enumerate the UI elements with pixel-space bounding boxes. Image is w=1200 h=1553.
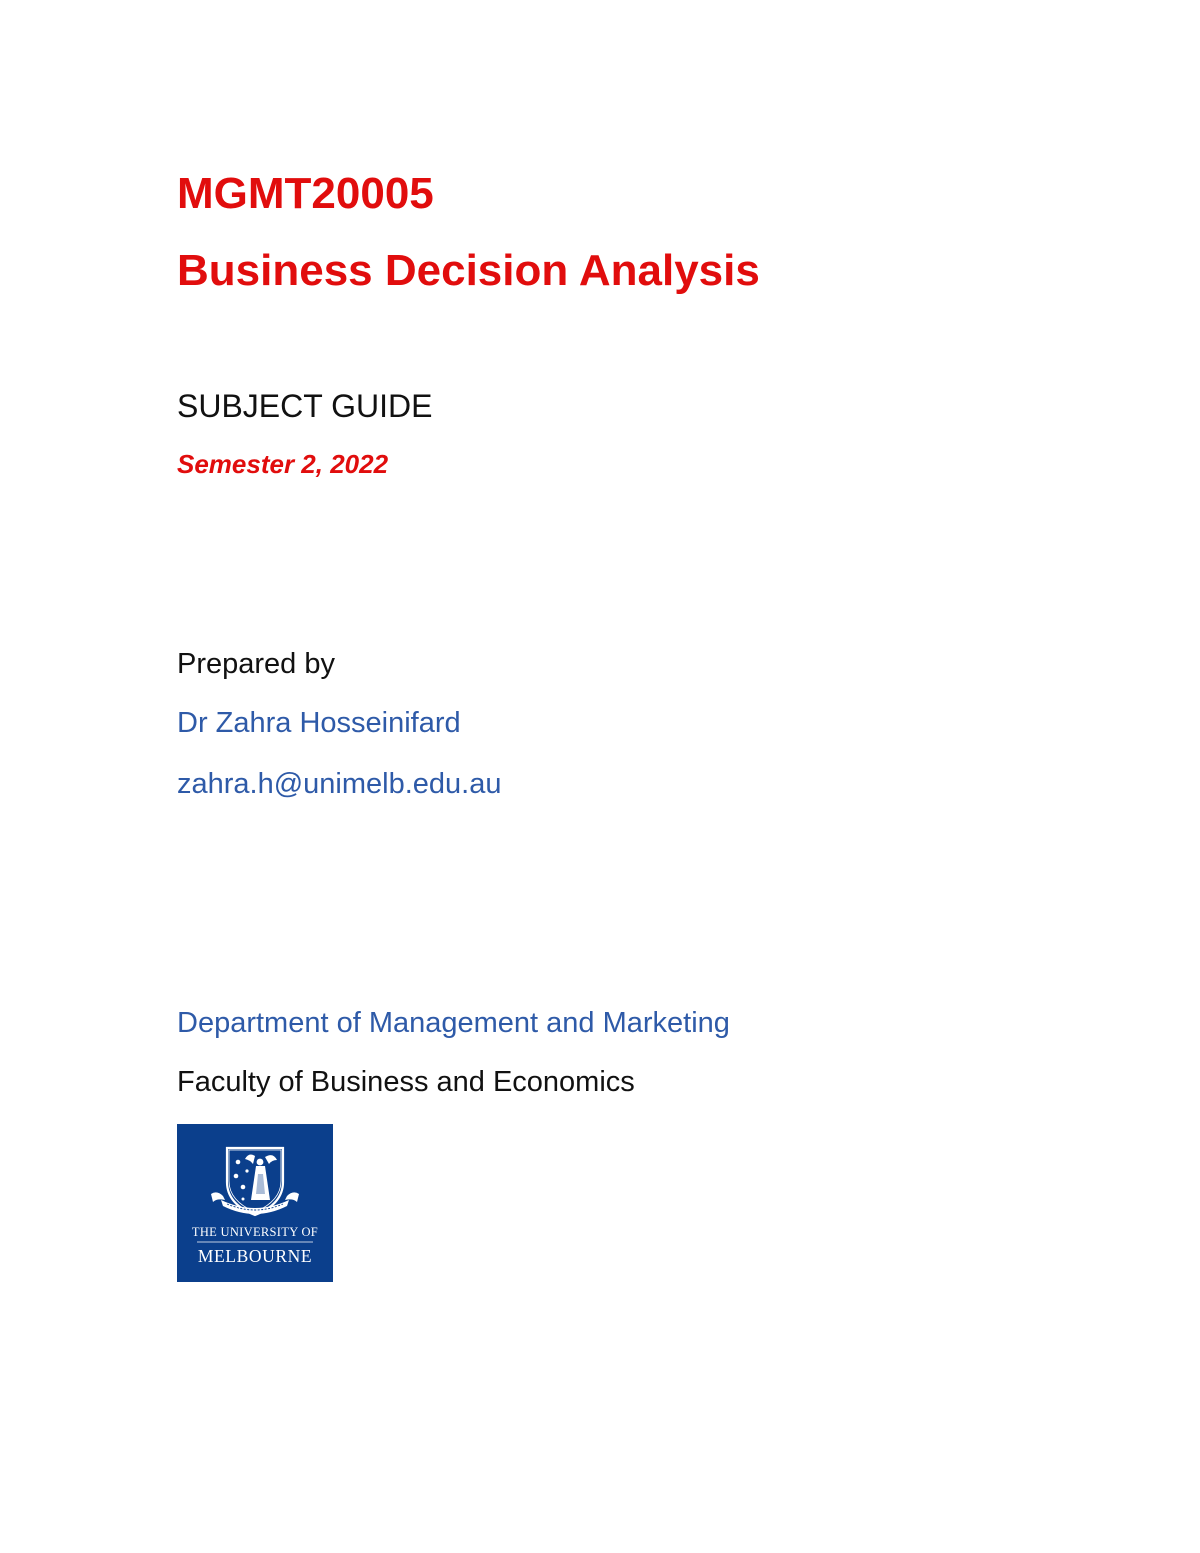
department-name: Department of Management and Marketing: [177, 1007, 730, 1039]
author-name: Dr Zahra Hosseinifard: [177, 707, 461, 739]
document-type: SUBJECT GUIDE: [177, 388, 433, 424]
semester-label: Semester 2, 2022: [177, 449, 389, 479]
author-email-link[interactable]: zahra.h@unimelb.edu.au: [177, 768, 502, 800]
subject-title: Business Decision Analysis: [177, 246, 760, 295]
subject-code: MGMT20005: [177, 169, 434, 218]
logo-line-1: THE UNIVERSITY OF: [191, 1225, 319, 1239]
faculty-name: Faculty of Business and Economics: [177, 1066, 635, 1098]
prepared-by-label: Prepared by: [177, 648, 335, 680]
logo-line-2: MELBOURNE: [197, 1246, 313, 1266]
university-logo: [177, 1124, 333, 1282]
